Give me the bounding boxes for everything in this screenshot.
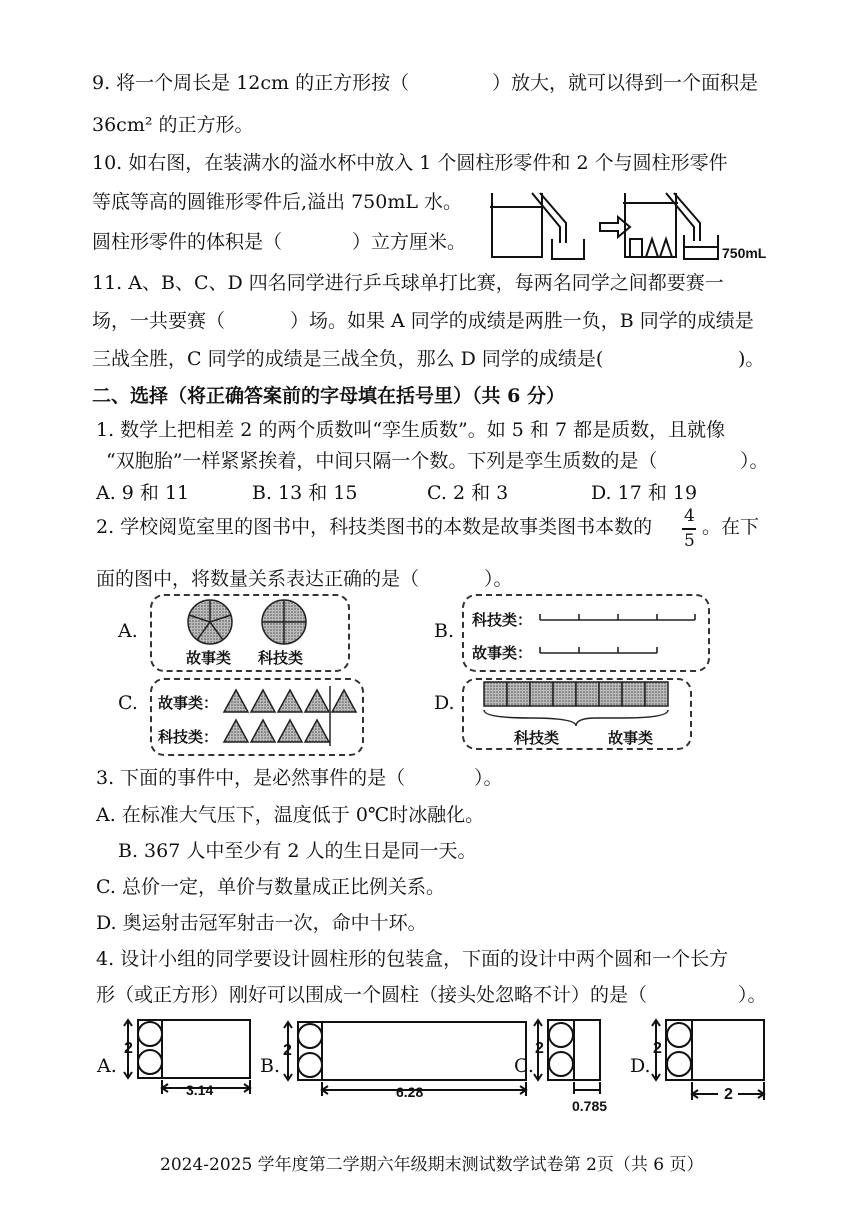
mc2-option-d-letter[interactable]: D.: [434, 692, 455, 714]
mc2-line2b: ）。: [484, 568, 513, 590]
mc1-line1: 1. 数学上把相差 2 的两个质数叫“孪生质数”。如 5 和 7 都是质数，且就像: [96, 419, 726, 441]
fraction-numerator: 4: [684, 506, 695, 526]
mc3-line1b: ）。: [474, 767, 503, 789]
mc2-option-a-label-tech: 科技类: [258, 649, 304, 667]
q10-line1: 10. 如右图，在装满水的溢水杯中放入 1 个圆柱形零件和 2 个与圆柱形零件: [92, 152, 728, 174]
segment-diagram: [540, 610, 710, 660]
mc1-line2a: “双胞胎”一样紧紧挨着，中间只隔一个数。下列是孪生质数的是（: [106, 450, 658, 472]
q11-line2b: ）场。如果 A 同学的成绩是两胜一负，B 同学的成绩是: [290, 310, 754, 332]
net-d-height: 2: [653, 1040, 662, 1057]
mc4-line1: 4. 设计小组的同学要设计圆柱形的包装盒，下面的设计中两个圆和一个长方: [96, 948, 729, 970]
mc1-answer-blank[interactable]: [690, 452, 734, 472]
mc3-option-d[interactable]: D. 奥运射击冠军射击一次，命中十环。: [96, 912, 427, 934]
triangle-diagram: [222, 686, 362, 746]
mc2-line2a: 面的图中，将数量关系表达正确的是（: [96, 568, 420, 590]
net-c-length: 0.785: [572, 1098, 608, 1114]
mc2-option-c-letter[interactable]: C.: [118, 692, 138, 714]
net-c-height: 2: [535, 1040, 544, 1057]
mc2-option-b-label-story: 故事类：: [472, 644, 533, 662]
mc4-option-b-letter[interactable]: B.: [260, 1055, 281, 1077]
fraction-bar: [682, 528, 696, 530]
mc1-option-c[interactable]: C. 2 和 3: [427, 482, 509, 504]
mc2-option-a-label-story: 故事类: [186, 649, 232, 667]
mc2-option-c-label-tech: 科技类：: [158, 728, 219, 746]
mc4-option-c-letter[interactable]: C.: [514, 1055, 534, 1077]
q11-line3a: 三战全胜，C 同学的成绩是三战全负，那么 D 同学的成绩是(: [92, 348, 604, 370]
q9-line1a: 9. 将一个周长是 12cm 的正方形按（: [92, 72, 410, 94]
net-a-length: 3.14: [186, 1082, 214, 1098]
q10-answer-blank[interactable]: [288, 233, 348, 253]
mc4-option-a-letter[interactable]: A.: [97, 1055, 117, 1077]
mc2-line1b: 。在下: [702, 516, 760, 538]
mc4-line2b: ）。: [738, 984, 767, 1006]
mc4-option-d-letter[interactable]: D.: [630, 1055, 651, 1077]
net-a-height: 2: [124, 1040, 133, 1057]
q9-line2: 36cm² 的正方形。: [92, 114, 254, 136]
net-b-height: 2: [283, 1042, 292, 1059]
net-d: [648, 1018, 778, 1118]
q11-line1: 11. A、B、C、D 四名同学进行乒乓球单打比赛，每两名同学之间都要赛一: [92, 272, 724, 294]
net-a: [118, 1018, 258, 1118]
mc3-option-c[interactable]: C. 总价一定，单价与数量成正比例关系。: [96, 876, 445, 898]
mc3-answer-blank[interactable]: [418, 769, 468, 789]
q11-line2a: 场，一共要赛（: [92, 310, 226, 332]
mc2-answer-blank[interactable]: [430, 570, 480, 590]
mc1-option-b[interactable]: B. 13 和 15: [252, 482, 358, 504]
mc4-line2a: 形（或正方形）刚好可以围成一个圆柱（接头处忽略不计）的是（: [96, 984, 648, 1006]
page-footer: 2024-2025 学年度第二学期六年级期末测试数学试卷第 2页（共 6 页）: [160, 1155, 704, 1175]
net-b: [280, 1018, 540, 1118]
mc3-option-b[interactable]: B. 367 人中至少有 2 人的生日是同一天。: [118, 840, 477, 862]
mc2-option-b-label-tech: 科技类：: [472, 611, 533, 629]
mc2-option-a-letter[interactable]: A.: [118, 620, 138, 642]
q9-answer-blank[interactable]: [420, 74, 490, 94]
q11-line3b: )。: [738, 348, 765, 370]
mc2-option-d-label-story: 故事类: [608, 729, 654, 747]
overflow-volume-label: 750mL: [722, 245, 767, 261]
mc3-line1a: 3. 下面的事件中，是必然事件的是（: [96, 767, 406, 789]
net-d-length: 2: [724, 1086, 733, 1103]
mc1-option-d[interactable]: D. 17 和 19: [591, 482, 698, 504]
mc1-line2b: ）。: [740, 450, 769, 472]
mc2-option-d-label-tech: 科技类: [514, 729, 560, 747]
bar-diagram: [484, 682, 684, 732]
q10-line3b: ）立方厘米。: [352, 231, 467, 253]
q11-answer-blank-2[interactable]: [616, 350, 726, 370]
mc4-answer-blank[interactable]: [690, 986, 734, 1006]
q10-line3a: 圆柱形零件的体积是（: [92, 231, 283, 253]
mc2-line1a: 2. 学校阅览室里的图书中，科技类图书的本数是故事类图书本数的: [96, 516, 653, 538]
section-2-heading: 二、选择（将正确答案前的字母填在括号里）（共 6 分）: [92, 385, 565, 407]
q11-answer-blank-1[interactable]: [236, 312, 286, 332]
mc2-option-c-label-story: 故事类：: [158, 694, 219, 712]
q10-line2: 等底等高的圆锥形零件后,溢出 750mL 水。: [92, 191, 463, 213]
mc2-option-b-letter[interactable]: B.: [434, 620, 455, 642]
q9-line1b: ）放大，就可以得到一个面积是: [492, 72, 759, 94]
mc3-option-a[interactable]: A. 在标准大气压下，温度低于 0℃时冰融化。: [96, 804, 485, 826]
fraction-denominator: 5: [684, 531, 695, 551]
net-b-length: 6.28: [396, 1084, 424, 1100]
mc1-option-a[interactable]: A. 9 和 11: [96, 482, 190, 504]
